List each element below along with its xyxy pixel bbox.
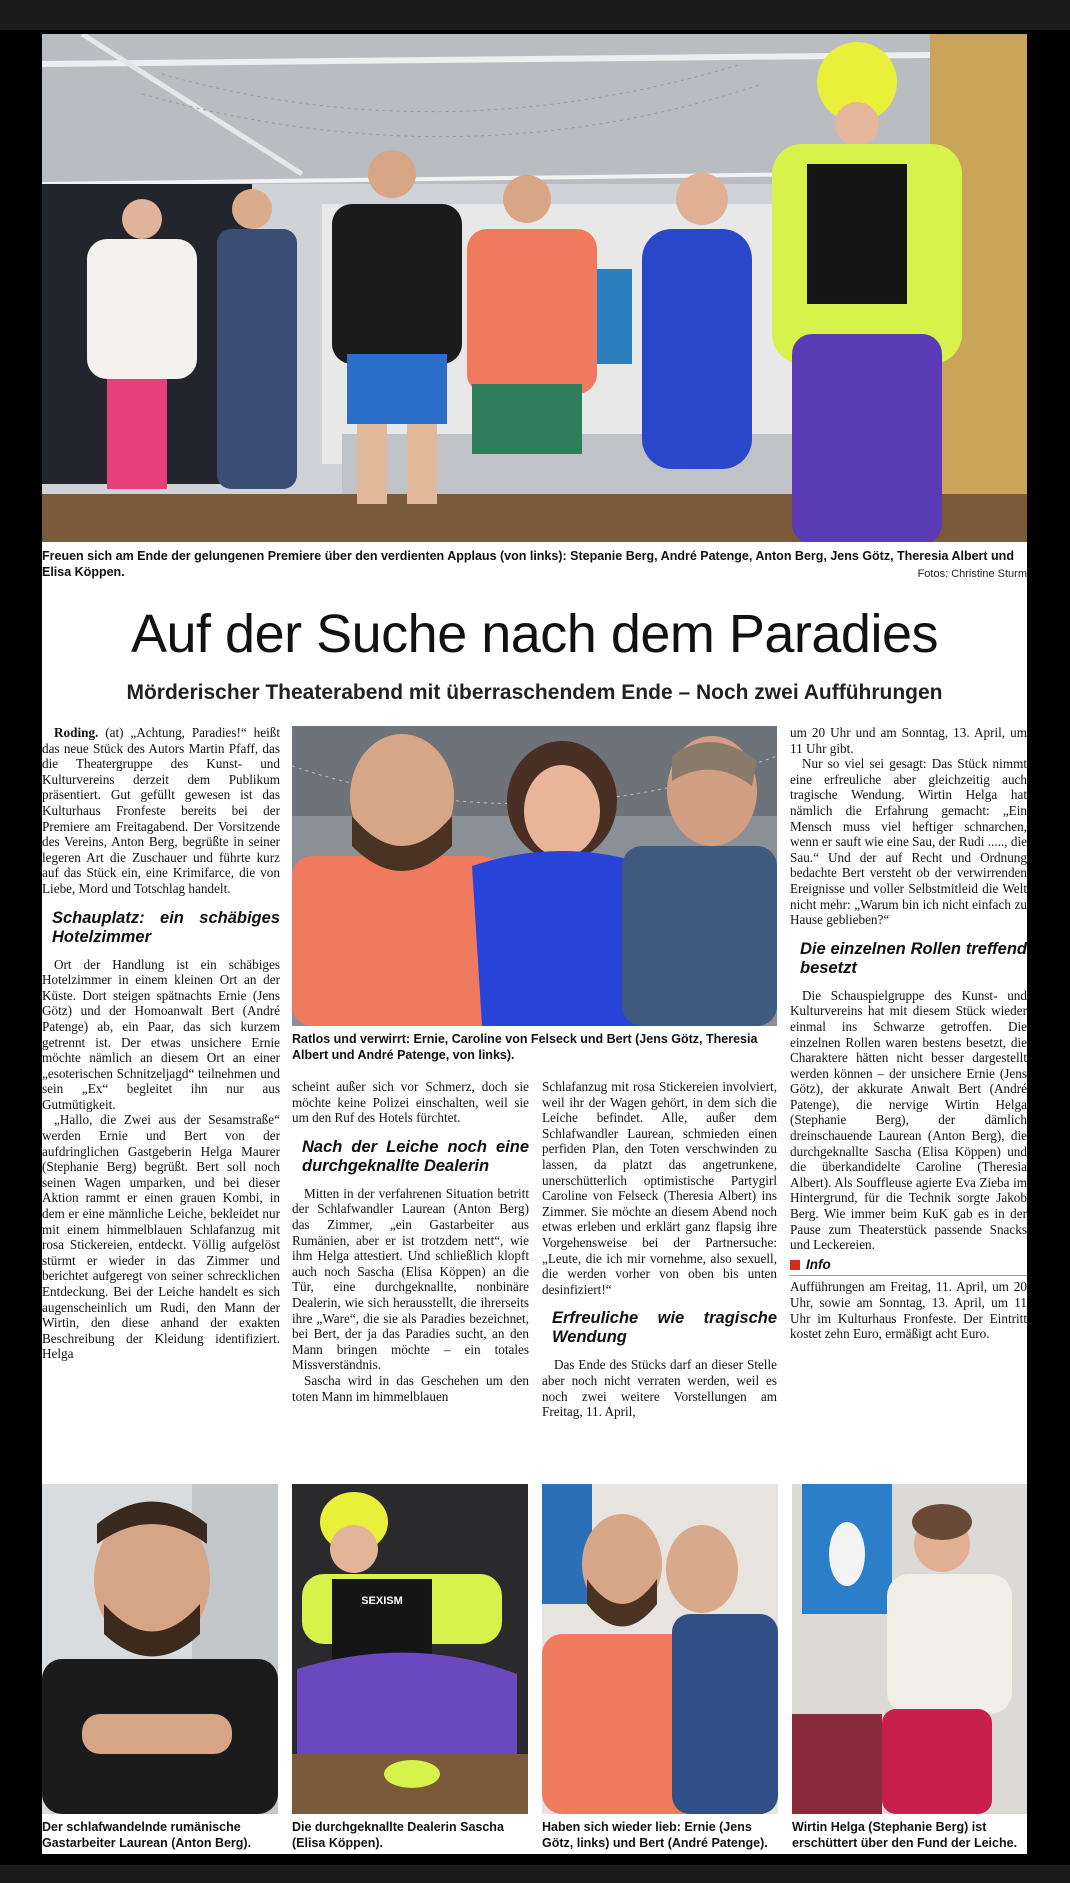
photo-credit: Fotos: Christine Sturm — [917, 568, 1027, 580]
paragraph: Nur so viel sei gesagt: Das Stück nimmt eine erfreuliche aber gleichzeitig auch tragische Wendung. Wirtin Helga hat nämlich die Erfahrung gemacht: „Ein Mensch muss viel heftiger schnarchen, wenn er sauft wie eine Sau, der Rudi ....., die Sau.“ Und der auf Recht und Ordnung bedachte Bert versteht ob der verwirrenden Ereignisse und voller Selbstmitleid die Welt nicht mehr: „Warum bin ich nicht einfach zu Hause geblieben?“ — [790, 756, 1027, 928]
bottom-photo-laurean — [42, 1484, 278, 1814]
article-column-1 — [42, 725, 280, 1505]
paragraph: „Hallo, die Zwei aus der Sesamstraße“ werden Ernie und Bert von der aufdringlichen Gastgeberin Helga Maurer (Stephanie Berg) begrüßt. Bert soll noch seinen Wagen umparken, und bei dieser Aktion rammt er einen grauen Kombi, in dem er eine männliche Leiche, bekleidet nur mit einem himmelblauen Schlafanzug mit rosa Stickereien, entdeckt. Völlig aufgelöst stürmt er wieder in das Zimmer und berichtet aufgeregt von seiner schrecklichen Entdeckung. Bei der Leiche handelt es sich augenscheinlich um Rudi, den Mann der Wirtin, den diese anhand der exakten Beschreibung der Kleidung identifiziert. Helga — [42, 1112, 280, 1362]
subheading-schauplatz: Schauplatz: ein schäbiges Hotelzimmer — [52, 908, 280, 946]
info-box-label — [790, 1257, 1027, 1277]
article-column-3 — [542, 1079, 777, 1504]
article-column-4 — [790, 725, 1027, 1505]
bottom-caption-2: Die durchgeknallte Dealerin Sascha (Elisa Köppen). — [292, 1820, 504, 1850]
paragraph: Die Schauspielgruppe des Kunst- und Kulturvereins hat mit diesem Stück wieder einmal ins Schwarze getroffen. Die einzelnen Rollen waren bestens besetzt, die Charaktere hätten nicht besser dargestellt werden können – der unsichere Ernie (Jens Götz), der akkurate Anwalt Bert (André Patenge), die nervige Wirtin Helga (Stephanie Berg), der dämlich dreinschauende Laurean (Anton Berg), die durchgeknallte Sascha (Elisa Köppen) und die überkandidelte Caroline (Theresia Albert). Als Souffleuse agierte Eva Zieba im Hintergrund, für die Technik sorgte Jakob Berg. Wie immer beim KuK gab es in der Pause zum Theaterstück passende Snacks und Leckereien. — [790, 987, 1027, 1253]
bottom-photo-sascha — [292, 1484, 528, 1814]
newspaper-page — [42, 34, 1027, 1854]
top-photo-caption: Freuen sich am Ende der gelungenen Premiere über den verdienten Applaus (von links): Stepanie Berg, André Patenge, Anton Berg, Jens Götz, Theresia Albert und Elisa Köppen. — [42, 549, 1014, 579]
top-stage-photo — [42, 34, 1027, 542]
bottom-caption-3: Haben sich wieder lieb: Ernie (Jens Götz, links) und Bert (André Patenge). — [542, 1820, 768, 1850]
info-label-text: Info — [806, 1256, 831, 1272]
middle-photo-caption: Ratlos und verwirrt: Ernie, Caroline von Felseck und Bert (Jens Götz, Theresia Albert und André Patenge, von links). — [292, 1032, 758, 1062]
shirt-print-text: SEXISM — [361, 1595, 403, 1607]
intro-paragraph: (at) „Achtung, Paradies!“ heißt das neue Stück des Autors Martin Pfaff, das die Theatergruppe des Kunst- und Kulturvereins derzeit dem Publikum präsentiert. Gut gefüllt gewesen ist das Kulturhaus Fronfeste bereits bei der Premiere am Freitagabend. Der Vorsitzende des Vereins, Anton Berg, begrüßte in seiner legeren Art die Zuschauer und führte kurz auf das Stück ein, eine Krimifarce, die von Liebe, Mord und Totschlag handelt. — [42, 725, 280, 896]
subheading-dealerin: Nach der Leiche noch eine durchgeknallte Dealerin — [302, 1137, 529, 1175]
middle-photo — [292, 726, 777, 1026]
viewer-top-bar — [0, 0, 1070, 30]
paragraph: Sascha wird in das Geschehen um den toten Mann im himmelblauen — [292, 1372, 529, 1404]
paragraph: Mitten in der verfahrenen Situation betritt der Schlafwandler Laurean (Anton Berg) das Zimmer, „ein Gastarbeiter aus Rumänien, aber er ist trotzdem nett“, wie ihm Helga attestiert. Und schließlich klopft auch noch Sascha (Elisa Köppen) an die Tür, eine durchgeknallte, nonbinäre Dealerin, wie sich herausstellt, die ihrerseits ihre „Ware“, die sie als Paradies bezeichnet, bei Bert, der ja das Paradies sucht, an den Mann bringen möchte – ein totales Missverständnis. — [292, 1185, 529, 1373]
article-column-2 — [292, 1079, 529, 1504]
headline: Auf der Suche nach dem Paradies — [131, 604, 938, 664]
info-text: Aufführungen am Freitag, 11. April, um 20 Uhr, sowie am Sonntag, 13. April, um 11 Uhr im Kulturhaus Fronfeste. Der Eintritt kostet zehn Euro, ermäßigt acht Euro. — [790, 1279, 1027, 1342]
bottom-caption-4: Wirtin Helga (Stephanie Berg) ist erschüttert über den Fund der Leiche. — [792, 1820, 1018, 1850]
bottom-caption-1: Der schlafwandelnde rumänische Gastarbeiter Laurean (Anton Berg). — [42, 1820, 252, 1850]
paragraph: scheint außer sich vor Schmerz, doch sie möchte keine Polizei einschalten, weil sie um den Ruf des Hotels fürchtet. — [292, 1079, 529, 1126]
subheadline: Mörderischer Theaterabend mit überraschendem Ende – Noch zwei Aufführungen — [126, 681, 943, 704]
paragraph: Das Ende des Stücks darf an dieser Stelle aber noch nicht verraten werden, weil es noch zwei weitere Vorstellungen am Freitag, 11. April, — [542, 1357, 777, 1420]
bottom-photo-ernie-bert — [542, 1484, 778, 1814]
viewer-bottom-bar — [0, 1865, 1070, 1883]
subheading-wendung: Erfreuliche wie tragische Wendung — [552, 1309, 777, 1347]
bottom-photo-helga — [792, 1484, 1027, 1814]
info-square-icon — [790, 1260, 800, 1270]
dateline: Roding. — [54, 725, 99, 740]
paragraph: Schlafanzug mit rosa Stickereien involviert, weil ihr der Wagen gehört, in dem sich die Leiche befindet. Alle, außer dem Schlafwandler Laurean, schmieden einen perfiden Plan, den Toten verschwinden zu lassen, da platzt das angetrunkene, unerschütterlich optimistische Partygirl Caroline von Felseck (Theresia Albert) ins Zimmer. Sie möchte an diesem Abend noch etwas erleben und erklärt ganz flapsig ihre Vorgehensweise bei der Partnersuche: „Leute, die ich mir vornehme, also sexuell, die werden vorher von oben bis unten desinfiziert!“ — [542, 1079, 777, 1297]
paragraph: um 20 Uhr und am Sonntag, 13. April, um 11 Uhr gibt. — [790, 725, 1027, 756]
subheading-rollen: Die einzelnen Rollen treffend besetzt — [800, 939, 1027, 977]
paragraph: Ort der Handlung ist ein schäbiges Hotelzimmer in einem kleinen Ort an der Küste. Dort steigen spätnachts Ernie (Jens Götz) und der Homoanwalt Bert (André Patenge) ab, ein Paar, das sich kurzem getrennt ist. Der etwas unsichere Ernie möchte nämlich an diesem Ort an einer „esoterischen Schnitzeljagd“ teilnehmen und sein „Ex“ begleitet ihn nur aus Gutmütigkeit. — [42, 956, 280, 1112]
